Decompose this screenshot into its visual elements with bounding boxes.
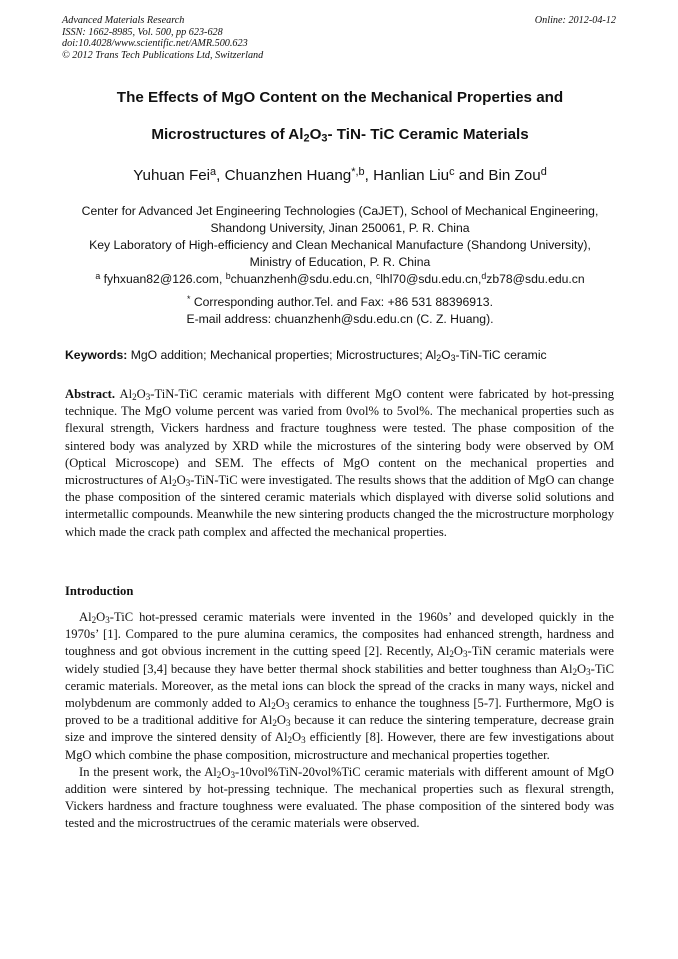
corresponding-author: * Corresponding author.Tel. and Fax: +86 531 88396913. E-mail address: chuanzhenh@sdu.edu.cn (C. Z. Huang). xyxy=(186,294,494,326)
author-list: Yuhuan Fei$^a$, Chuanzhen Huang$^{*,b}$, Hanlian Liu$^c$ and Bin Zou$^d$ xyxy=(133,166,547,184)
author-emails: $^a$ fyhxuan82@126.com, $^b$chuanzhenh@sdu.edu.cn, $^c$lhl70@sdu.edu.cn,$^d$zb78@sdu.edu.cn xyxy=(95,271,585,286)
affiliation-line: Center for Advanced Jet Engineering Technologies (CaJET), School of Mechanical Engineering, xyxy=(81,204,599,218)
author-name: Bin Zou xyxy=(488,167,541,184)
introduction-body xyxy=(65,609,614,833)
journal-name: Advanced Materials Research xyxy=(62,15,185,26)
keywords-label: Keywords: xyxy=(65,348,128,362)
section-heading-introduction: Introduction xyxy=(65,584,134,598)
keywords: Keywords: MgO addition; Mechanical properties; Microstructures; $Al_2O_3-TiN$-TiC ceramic xyxy=(65,348,547,363)
journal-header xyxy=(62,15,616,61)
author-name: Chuanzhen Huang xyxy=(224,167,352,184)
affiliation-line: Key Laboratory of High-efficiency and Clean Mechanical Manufacture (Shandong University), xyxy=(89,238,591,252)
paragraph: $Al_2O_3$-TiC hot-pressed ceramic materials were invented in the 1960s’ and developed quickly in the 1970s’ [1]. Compared to the pure alumina ceramics, the composites had enhanced strength, hardness and toughness and got obvious increment in the cutting speed [2]. Recently, $Al_2O_3$-TiN ceramic materials were widely studied [3,4] because they have better thermal shock stabilities and better toughness than $Al_2O_3$-TiC ceramic materials. Moreover, as the metal ions can block the spread of the cracks in many ways, nickel and molybdenum are commonly added to $Al_2O_3$ ceramics to enhance the toughness [5-7]. Furthermore, MgO is proved to be a traditional additive for $Al_2O_3$ because it can reduce the sintering temperature, decrease grain size and improve the sintered density of $Al_2O_3$ efficiently [8]. However, there are few investigations about MgO which combine the phase composition, microstructure and mechanical properties together. xyxy=(65,610,614,762)
affiliations xyxy=(40,203,640,288)
abstract: Abstract. $Al_2O_3-TiN$-TiC ceramic materials with different MgO content were fabricated by hot-pressing technique. The MgO volume percent was varied from 0vol% to 5vol%. The mechanical properties such as flexural strength, Vickers hardness and fracture toughness were tested. The phase composition of the sintered body was analyzed by XRD while the microstures of the sintering body were observed by OM (Optical Microscope) and SEM. The effects of MgO content on the mechanical properties and microstructures of $Al_2O_3-TiN$-TiC were investigated. The results shows that the addition of MgO can change the phase composition of the sintered ceramic materials which displayed with diverse solid solutions and intermetallic compounds. Meanwhile the new sintering products changed the the microstructure morphology which made the crack path complex and affected the mechanical properties. xyxy=(65,387,614,539)
doi-line: doi:10.4028/www.scientific.net/AMR.500.623 xyxy=(62,38,248,50)
paper-title-line-1: The Effects of MgO Content on the Mechanical Properties and xyxy=(116,89,564,106)
affiliation-line: Ministry of Education, P. R. China xyxy=(249,255,431,269)
abstract-label: Abstract. xyxy=(65,387,116,401)
online-date: Online: 2012-04-12 xyxy=(534,15,616,26)
author-name: Hanlian Liu xyxy=(373,167,450,184)
issn-line: ISSN: 1662-8985, Vol. 500, pp 623-628 xyxy=(62,26,223,38)
copyright-line: © 2012 Trans Tech Publications Ltd, Switzerland xyxy=(62,49,264,61)
author-name: Yuhuan Fei xyxy=(133,167,211,184)
affiliation-line: Shandong University, Jinan 250061, P. R. China xyxy=(210,221,470,235)
paragraph: In the present work, the $Al_2O_3-10vol\%TiN-20vol\%TiC$ ceramic materials with different amount of MgO addition were sintered by hot-pressing technique. The mechanical properties such as flexural strength, Vickers hardness and fracture toughness were evaluated. The phase composition of the sintered body was tested and the microstructrues of the ceramic materials were observed. xyxy=(65,764,614,831)
paper-title-line-2: Microstructures of $Al_2O_3-$ TiN- TiC Ceramic Materials xyxy=(151,126,529,145)
